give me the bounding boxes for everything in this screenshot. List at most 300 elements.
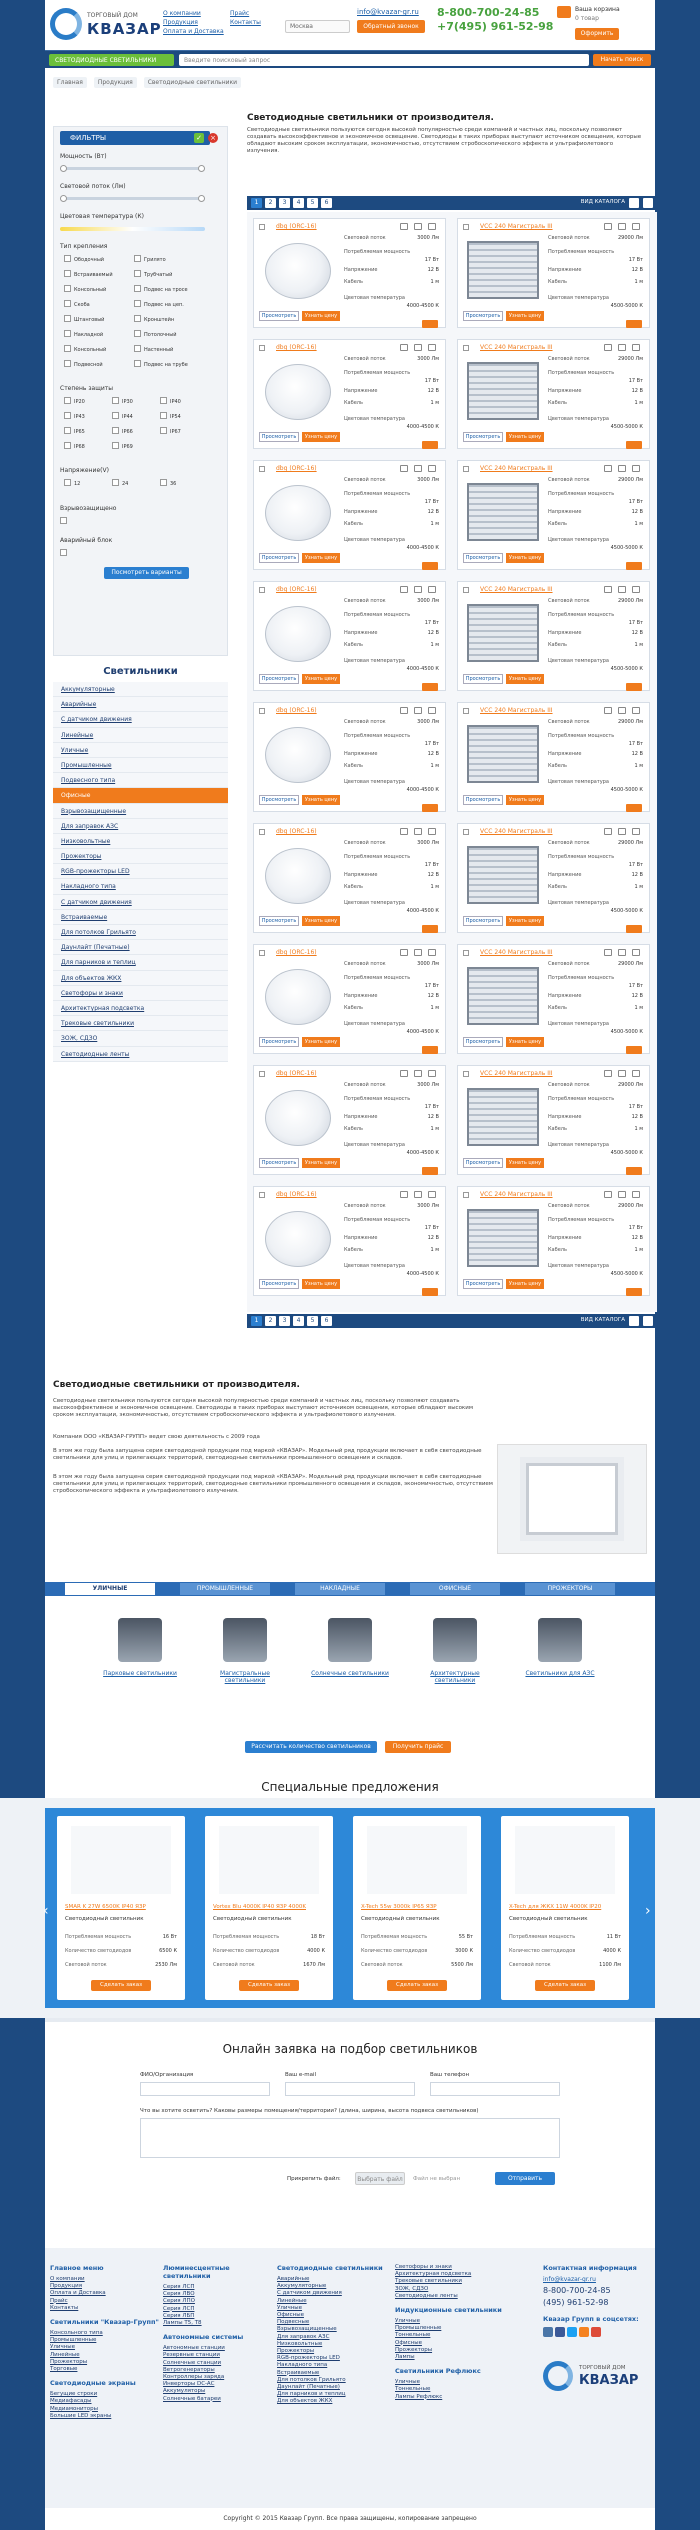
footer-link[interactable]: Серия ЛСП xyxy=(163,2305,195,2312)
footer-link[interactable]: Офисные xyxy=(395,2339,422,2346)
view-button[interactable]: Просмотреть xyxy=(259,553,299,563)
nav-contacts[interactable]: Контакты xyxy=(230,19,261,26)
download-icon[interactable] xyxy=(618,344,626,351)
page-link[interactable]: 6 xyxy=(321,1316,332,1326)
price-button[interactable]: Узнать цену xyxy=(506,432,544,442)
footer-link[interactable]: Светодиодные ленты xyxy=(395,2292,458,2299)
mount-option[interactable]: Трубчатый xyxy=(134,270,172,278)
footer-link[interactable]: Серия ЛБП xyxy=(163,2312,195,2319)
compare-checkbox[interactable] xyxy=(463,708,469,714)
tab-item[interactable]: ПРОЖЕКТОРЫ xyxy=(525,1583,615,1595)
cart-add-icon[interactable] xyxy=(632,949,640,956)
product-name[interactable]: dbg (ORC-16) xyxy=(276,828,317,835)
nav-delivery[interactable]: Оплата и Доставка xyxy=(163,28,224,35)
price-button[interactable]: Узнать цену xyxy=(302,1037,340,1047)
category-item[interactable]: Светофоры и знаки xyxy=(53,986,228,1001)
voltage-option[interactable]: 36 xyxy=(160,479,176,487)
calculate-button[interactable]: Рассчитать количество светильников xyxy=(245,1741,377,1753)
compare-checkbox[interactable] xyxy=(463,224,469,230)
order-button[interactable]: Сделать заказ xyxy=(91,1980,151,1991)
compare-checkbox[interactable] xyxy=(463,345,469,351)
category-item[interactable]: Для потолков Грильято xyxy=(53,925,228,940)
ip-option[interactable]: IP69 xyxy=(112,442,133,450)
compare-checkbox[interactable] xyxy=(259,708,265,714)
compare-checkbox[interactable] xyxy=(259,1071,265,1077)
footer-link[interactable]: Ветрогенераторы xyxy=(163,2366,215,2373)
footer-link[interactable]: Большие LED экраны xyxy=(50,2412,112,2419)
page-link[interactable]: 3 xyxy=(279,1316,290,1326)
explosion-checkbox[interactable] xyxy=(60,517,70,525)
product-name[interactable]: VCC 240 Магистраль III xyxy=(480,707,553,714)
mount-option[interactable]: Накладной xyxy=(64,330,103,338)
cart-add-icon[interactable] xyxy=(428,949,436,956)
footer-link[interactable]: Трековые светильники xyxy=(395,2278,462,2285)
footer-link[interactable]: Контроллеры заряда xyxy=(163,2374,225,2381)
checkout-button[interactable]: Оформить xyxy=(575,28,619,40)
footer-link[interactable]: Инверторы DC-AC xyxy=(163,2381,215,2388)
product-name[interactable]: dbg (ORC-16) xyxy=(276,586,317,593)
show-variants-button[interactable]: Посмотреть варианты xyxy=(104,567,189,579)
mount-option[interactable]: Ободочный xyxy=(64,255,104,263)
product-name[interactable]: dbg (ORC-16) xyxy=(276,1070,317,1077)
mount-option[interactable]: Подвес на трубе xyxy=(134,360,188,368)
footer-link[interactable]: Лампы Рефлюкс xyxy=(395,2393,443,2400)
footer-link[interactable]: О компании xyxy=(50,2276,85,2282)
compare-checkbox[interactable] xyxy=(463,466,469,472)
nav-price[interactable]: Прайс xyxy=(230,10,250,17)
cart-add-icon[interactable] xyxy=(632,465,640,472)
download-icon[interactable] xyxy=(414,949,422,956)
mount-option[interactable]: Подвес на тросе xyxy=(134,285,188,293)
special-name[interactable]: X-Tech 55w 3000k IP65 ЯЗР xyxy=(361,1904,437,1910)
price-button[interactable]: Узнать цену xyxy=(506,674,544,684)
nav-products[interactable]: Продукция xyxy=(163,19,198,26)
footer-link[interactable]: Тоннельные xyxy=(395,2386,431,2393)
footer-link[interactable]: Светофоры и знаки xyxy=(395,2264,452,2270)
category-item[interactable]: Взрывозащищенные xyxy=(53,804,228,819)
price-button[interactable]: Узнать цену xyxy=(506,1037,544,1047)
product-name[interactable]: VCC 240 Магистраль III xyxy=(480,344,553,351)
price-button[interactable]: Узнать цену xyxy=(302,311,340,321)
category-item[interactable]: Для заправок АЗС xyxy=(53,819,228,834)
footer-link[interactable]: Промышленные xyxy=(50,2337,97,2344)
mount-option[interactable]: Подвесной xyxy=(64,360,103,368)
footer-link[interactable]: Офисные xyxy=(277,2312,304,2319)
product-name[interactable]: dbg (ORC-16) xyxy=(276,707,317,714)
download-icon[interactable] xyxy=(414,1191,422,1198)
footer-link[interactable]: Уличные xyxy=(395,2318,421,2325)
cart-add-icon[interactable] xyxy=(428,828,436,835)
price-button[interactable]: Узнать цену xyxy=(302,432,340,442)
category-item[interactable]: Офисные xyxy=(53,788,228,803)
price-button[interactable]: Узнать цену xyxy=(302,1158,340,1168)
download-icon[interactable] xyxy=(618,586,626,593)
carousel-prev-icon[interactable]: ‹ xyxy=(43,1903,49,1919)
search-button[interactable]: Начать поиск xyxy=(593,54,651,66)
category-item[interactable]: С датчиком движения xyxy=(53,895,228,910)
mount-option[interactable]: Штанговый xyxy=(64,315,104,323)
category-item[interactable]: Низковольтные xyxy=(53,834,228,849)
download-icon[interactable] xyxy=(414,828,422,835)
compare-icon[interactable] xyxy=(604,586,612,593)
footer-link[interactable]: Уличные xyxy=(395,2379,421,2386)
compare-icon[interactable] xyxy=(604,828,612,835)
get-price-button[interactable]: Получить прайс xyxy=(385,1741,451,1753)
footer-link[interactable]: Архитектурная подсветка xyxy=(395,2271,472,2278)
ip-option[interactable]: IP44 xyxy=(112,412,133,420)
footer-link[interactable]: С датчиком движения xyxy=(277,2290,342,2297)
site-logo[interactable] xyxy=(50,6,168,42)
price-button[interactable]: Узнать цену xyxy=(506,311,544,321)
category-item[interactable]: ЗОЖ, СДЗО xyxy=(53,1031,228,1046)
footer-link[interactable]: Лампы xyxy=(395,2354,415,2361)
mount-option[interactable]: Встраиваемый xyxy=(64,270,113,278)
price-button[interactable]: Узнать цену xyxy=(302,795,340,805)
breadcrumb-products[interactable]: Продукция xyxy=(94,77,137,88)
ip-option[interactable]: IP67 xyxy=(160,427,181,435)
emergency-checkbox[interactable] xyxy=(60,549,70,557)
cart-add-icon[interactable] xyxy=(428,1191,436,1198)
footer-link[interactable]: Оплата и Доставка xyxy=(50,2290,106,2297)
view-button[interactable]: Просмотреть xyxy=(259,674,299,684)
compare-icon[interactable] xyxy=(604,223,612,230)
cart-add-icon[interactable] xyxy=(428,223,436,230)
callback-button[interactable]: Обратный звонок xyxy=(357,20,425,33)
breadcrumb-home[interactable]: Главная xyxy=(53,77,87,88)
footer-link[interactable]: Низковольтные xyxy=(277,2340,323,2347)
ip-option[interactable]: IP66 xyxy=(112,427,133,435)
footer-link[interactable]: Накладного типа xyxy=(277,2362,328,2369)
category-item[interactable]: Промышленные xyxy=(53,758,228,773)
footer-link[interactable]: Серия ЛВО xyxy=(163,2291,195,2298)
compare-icon[interactable] xyxy=(400,586,408,593)
compare-icon[interactable] xyxy=(604,465,612,472)
footer-link[interactable]: Тоннельные xyxy=(395,2332,431,2339)
ip-option[interactable]: IP68 xyxy=(64,442,85,450)
category-item[interactable]: Светодиодные ленты xyxy=(53,1047,228,1062)
product-name[interactable]: VCC 240 Магистраль III xyxy=(480,1070,553,1077)
tab-item[interactable]: ПРОМЫШЛЕННЫЕ xyxy=(180,1583,270,1595)
footer-link[interactable]: Прожекторы xyxy=(395,2346,433,2353)
category-item[interactable]: Встраиваемые xyxy=(53,910,228,925)
cart-add-icon[interactable] xyxy=(632,828,640,835)
page-link[interactable]: 1 xyxy=(251,198,262,208)
nav-about[interactable]: О компании xyxy=(163,10,201,17)
footer-link[interactable]: Прайс xyxy=(50,2297,68,2304)
view-button[interactable]: Просмотреть xyxy=(463,674,503,684)
phone-field[interactable] xyxy=(430,2082,560,2096)
compare-checkbox[interactable] xyxy=(463,1071,469,1077)
product-name[interactable]: dbg (ORC-16) xyxy=(276,949,317,956)
cart-add-icon[interactable] xyxy=(428,1070,436,1077)
footer-link[interactable]: Аккумуляторы xyxy=(163,2388,206,2395)
footer-link[interactable]: Торговые xyxy=(50,2366,78,2373)
lamp-type[interactable] xyxy=(95,1618,185,1677)
price-button[interactable]: Узнать цену xyxy=(506,553,544,563)
view-button[interactable]: Просмотреть xyxy=(463,1158,503,1168)
choose-file-button[interactable]: Выбрать файл xyxy=(355,2172,405,2185)
footer-link[interactable]: Серия ЛСП xyxy=(163,2284,195,2290)
ip-option[interactable]: IP30 xyxy=(112,397,133,405)
page-link[interactable]: 5 xyxy=(307,1316,318,1326)
price-button[interactable]: Узнать цену xyxy=(302,674,340,684)
download-icon[interactable] xyxy=(414,223,422,230)
view-button[interactable]: Просмотреть xyxy=(259,1158,299,1168)
category-item[interactable]: Линейные xyxy=(53,728,228,743)
compare-checkbox[interactable] xyxy=(259,1192,265,1198)
cart-add-icon[interactable] xyxy=(632,223,640,230)
email-field[interactable] xyxy=(285,2082,415,2096)
compare-icon[interactable] xyxy=(604,949,612,956)
footer-link[interactable]: Для парников и теплиц xyxy=(277,2391,346,2398)
view-button[interactable]: Просмотреть xyxy=(259,1279,299,1289)
lamp-type[interactable] xyxy=(410,1618,500,1684)
grid-view-icon[interactable] xyxy=(629,1316,639,1326)
mount-option[interactable]: Консольный xyxy=(64,345,106,353)
price-button[interactable]: Узнать цену xyxy=(506,795,544,805)
compare-checkbox[interactable] xyxy=(463,829,469,835)
category-item[interactable]: Для объектов ЖКХ xyxy=(53,971,228,986)
price-button[interactable]: Узнать цену xyxy=(302,916,340,926)
footer-link[interactable]: Прожекторы xyxy=(277,2348,315,2355)
view-button[interactable]: Просмотреть xyxy=(259,311,299,321)
footer-link[interactable]: Бегущие строки xyxy=(50,2391,98,2398)
compare-icon[interactable] xyxy=(604,344,612,351)
cart-add-icon[interactable] xyxy=(428,707,436,714)
lamp-type[interactable] xyxy=(305,1618,395,1677)
download-icon[interactable] xyxy=(618,707,626,714)
tab-item[interactable]: НАКЛАДНЫЕ xyxy=(295,1583,385,1595)
footer-link[interactable]: Резервные станции xyxy=(163,2352,220,2359)
footer-link[interactable]: Линейные xyxy=(277,2297,307,2304)
download-icon[interactable] xyxy=(414,586,422,593)
download-icon[interactable] xyxy=(414,1070,422,1077)
footer-link[interactable]: Солнечные батареи xyxy=(163,2395,221,2402)
product-name[interactable]: VCC 240 Магистраль III xyxy=(480,223,553,230)
category-item[interactable]: Аварийные xyxy=(53,697,228,712)
order-button[interactable]: Сделать заказ xyxy=(239,1980,299,1991)
footer-link[interactable]: Для потолков Грильято xyxy=(277,2376,346,2383)
product-name[interactable]: VCC 240 Магистраль III xyxy=(480,828,553,835)
page-link[interactable]: 5 xyxy=(307,198,318,208)
compare-icon[interactable] xyxy=(400,344,408,351)
compare-icon[interactable] xyxy=(400,828,408,835)
footer-link[interactable]: Консольного типа xyxy=(50,2330,103,2337)
download-icon[interactable] xyxy=(618,223,626,230)
ip-option[interactable]: IP40 xyxy=(160,397,181,405)
page-link[interactable]: 2 xyxy=(265,1316,276,1326)
category-item[interactable]: Даунлайт (Печатные) xyxy=(53,940,228,955)
download-icon[interactable] xyxy=(618,828,626,835)
cart-add-icon[interactable] xyxy=(632,344,640,351)
product-name[interactable]: dbg (ORC-16) xyxy=(276,465,317,472)
ip-option[interactable]: IP20 xyxy=(64,397,85,405)
download-icon[interactable] xyxy=(618,465,626,472)
special-name[interactable]: X-Tech для ЖКХ 11W 4000K IP20 xyxy=(509,1904,602,1910)
download-icon[interactable] xyxy=(414,707,422,714)
google-plus-icon[interactable] xyxy=(591,2327,601,2337)
compare-icon[interactable] xyxy=(400,1191,408,1198)
price-button[interactable]: Узнать цену xyxy=(506,1279,544,1289)
price-button[interactable]: Узнать цену xyxy=(506,1158,544,1168)
footer-link[interactable]: Медиамониторы xyxy=(50,2405,98,2412)
voltage-option[interactable]: 12 xyxy=(64,479,80,487)
download-icon[interactable] xyxy=(414,465,422,472)
compare-icon[interactable] xyxy=(400,707,408,714)
mount-option[interactable]: Потолочный xyxy=(134,330,176,338)
view-button[interactable]: Просмотреть xyxy=(463,553,503,563)
product-name[interactable]: dbg (ORC-16) xyxy=(276,1191,317,1198)
compare-checkbox[interactable] xyxy=(463,1192,469,1198)
name-field[interactable] xyxy=(140,2082,270,2096)
footer-link[interactable]: Прожекторы xyxy=(50,2358,88,2365)
order-button[interactable]: Сделать заказ xyxy=(387,1980,447,1991)
compare-checkbox[interactable] xyxy=(259,224,265,230)
search-input[interactable]: Введите поисковый запрос xyxy=(179,54,589,66)
odnoklassniki-icon[interactable] xyxy=(579,2327,589,2337)
product-name[interactable]: dbg (ORC-16) xyxy=(276,344,317,351)
special-name[interactable]: SMAR K 27W 6500K IP40 ЯЗР xyxy=(65,1904,146,1910)
footer-link[interactable]: Продукция xyxy=(50,2283,82,2290)
ip-option[interactable]: IP43 xyxy=(64,412,85,420)
footer-link[interactable]: Лампы Т5, Т8 xyxy=(163,2320,202,2327)
page-link[interactable]: 4 xyxy=(293,198,304,208)
view-button[interactable]: Просмотреть xyxy=(259,916,299,926)
view-button[interactable]: Просмотреть xyxy=(463,795,503,805)
compare-checkbox[interactable] xyxy=(259,829,265,835)
product-name[interactable]: VCC 240 Магистраль III xyxy=(480,1191,553,1198)
cart-add-icon[interactable] xyxy=(428,586,436,593)
view-button[interactable]: Просмотреть xyxy=(463,432,503,442)
compare-icon[interactable] xyxy=(604,707,612,714)
cart-add-icon[interactable] xyxy=(428,465,436,472)
page-link[interactable]: 6 xyxy=(321,198,332,208)
view-button[interactable]: Просмотреть xyxy=(463,916,503,926)
header-email[interactable]: info@kvazar-gr.ru xyxy=(357,8,419,16)
price-button[interactable]: Узнать цену xyxy=(302,1279,340,1289)
footer-link[interactable]: Уличные xyxy=(50,2344,76,2351)
category-item[interactable]: Аккумуляторные xyxy=(53,682,228,697)
list-view-icon[interactable] xyxy=(643,1316,653,1326)
footer-link[interactable]: RGB-прожекторы LED xyxy=(277,2355,340,2362)
compare-icon[interactable] xyxy=(604,1070,612,1077)
category-item[interactable]: Накладного типа xyxy=(53,879,228,894)
cart-add-icon[interactable] xyxy=(632,707,640,714)
grid-view-icon[interactable] xyxy=(629,198,639,208)
footer-link[interactable]: Для объектов ЖКХ xyxy=(277,2398,333,2405)
carousel-next-icon[interactable]: › xyxy=(645,1903,651,1919)
category-item[interactable]: Для парников и теплиц xyxy=(53,955,228,970)
category-item[interactable]: С датчиком движения xyxy=(53,712,228,727)
mount-option[interactable]: Подвес на цеп. xyxy=(134,300,184,308)
page-link[interactable]: 2 xyxy=(265,198,276,208)
voltage-option[interactable]: 24 xyxy=(112,479,128,487)
download-icon[interactable] xyxy=(618,1070,626,1077)
cart-add-icon[interactable] xyxy=(428,344,436,351)
category-item[interactable]: RGB-прожекторы LED xyxy=(53,864,228,879)
view-button[interactable]: Просмотреть xyxy=(259,795,299,805)
price-button[interactable]: Узнать цену xyxy=(506,916,544,926)
compare-checkbox[interactable] xyxy=(259,950,265,956)
special-name[interactable]: Vortex Blu 4000K IP40 ЯЗР 4000K xyxy=(213,1904,306,1910)
compare-icon[interactable] xyxy=(400,465,408,472)
view-button[interactable]: Просмотреть xyxy=(463,1037,503,1047)
view-button[interactable]: Просмотреть xyxy=(259,1037,299,1047)
submit-button[interactable]: Отправить xyxy=(495,2172,555,2185)
product-name[interactable]: VCC 240 Магистраль III xyxy=(480,465,553,472)
category-item[interactable]: Подвесного типа xyxy=(53,773,228,788)
view-button[interactable]: Просмотреть xyxy=(463,311,503,321)
product-name[interactable]: VCC 240 Магистраль III xyxy=(480,586,553,593)
footer-link[interactable]: Линейные xyxy=(50,2351,80,2358)
download-icon[interactable] xyxy=(618,1191,626,1198)
temp-slider[interactable] xyxy=(60,227,205,231)
catalog-button[interactable]: СВЕТОДИОДНЫЕ СВЕТИЛЬНИКИ xyxy=(49,54,174,66)
footer-link[interactable]: Контакты xyxy=(50,2304,79,2311)
view-button[interactable]: Просмотреть xyxy=(259,432,299,442)
ip-option[interactable]: IP54 xyxy=(160,412,181,420)
category-item[interactable]: Уличные xyxy=(53,743,228,758)
mount-option[interactable]: Скоба xyxy=(64,300,90,308)
question-textarea[interactable] xyxy=(140,2118,560,2158)
facebook-icon[interactable] xyxy=(555,2327,565,2337)
footer-link[interactable]: Даунлайт (Печатные) xyxy=(277,2384,340,2391)
compare-checkbox[interactable] xyxy=(259,587,265,593)
footer-link[interactable]: Серия ЛПО xyxy=(163,2298,195,2305)
tab-item[interactable]: УЛИЧНЫЕ xyxy=(65,1583,155,1595)
view-button[interactable]: Просмотреть xyxy=(463,1279,503,1289)
compare-icon[interactable] xyxy=(604,1191,612,1198)
page-link[interactable]: 1 xyxy=(251,1316,262,1326)
flux-slider[interactable] xyxy=(60,197,205,200)
page-link[interactable]: 4 xyxy=(293,1316,304,1326)
compare-checkbox[interactable] xyxy=(463,950,469,956)
compare-icon[interactable] xyxy=(400,949,408,956)
compare-icon[interactable] xyxy=(400,223,408,230)
compare-checkbox[interactable] xyxy=(259,466,265,472)
footer-link[interactable]: Подвесные xyxy=(277,2319,310,2326)
twitter-icon[interactable] xyxy=(567,2327,577,2337)
footer-link[interactable]: Автономные станции xyxy=(163,2345,225,2352)
compare-checkbox[interactable] xyxy=(259,345,265,351)
cart-add-icon[interactable] xyxy=(632,1070,640,1077)
product-name[interactable]: VCC 240 Магистраль III xyxy=(480,949,553,956)
download-icon[interactable] xyxy=(414,344,422,351)
compare-icon[interactable] xyxy=(400,1070,408,1077)
lamp-type[interactable] xyxy=(200,1618,290,1684)
category-item[interactable]: Архитектурная подсветка xyxy=(53,1001,228,1016)
footer-link[interactable]: Медиафасады xyxy=(50,2398,92,2405)
vk-icon[interactable] xyxy=(543,2327,553,2337)
footer-link[interactable]: Уличные xyxy=(277,2304,303,2311)
tab-item[interactable]: ОФИСНЫЕ xyxy=(410,1583,500,1595)
product-name[interactable]: dbg (ORC-16) xyxy=(276,223,317,230)
apply-filter-icon[interactable]: ✓ xyxy=(194,133,204,143)
footer-link[interactable]: Промышленные xyxy=(395,2325,442,2332)
footer-link[interactable]: Солнечные станции xyxy=(163,2359,222,2366)
contact-email[interactable]: info@kvazar-gr.ru xyxy=(543,2276,596,2283)
power-slider[interactable] xyxy=(60,167,205,170)
ip-option[interactable]: IP65 xyxy=(64,427,85,435)
footer-link[interactable]: Аварийные xyxy=(277,2276,310,2282)
mount-option[interactable]: Консольный xyxy=(64,285,106,293)
footer-link[interactable]: ЗОЖ, СДЗО xyxy=(395,2285,429,2292)
cart-add-icon[interactable] xyxy=(632,586,640,593)
list-view-icon[interactable] xyxy=(643,198,653,208)
city-select[interactable]: Москва xyxy=(285,20,350,33)
lamp-type[interactable] xyxy=(515,1618,605,1677)
mount-option[interactable]: Кронштейн xyxy=(134,315,174,323)
